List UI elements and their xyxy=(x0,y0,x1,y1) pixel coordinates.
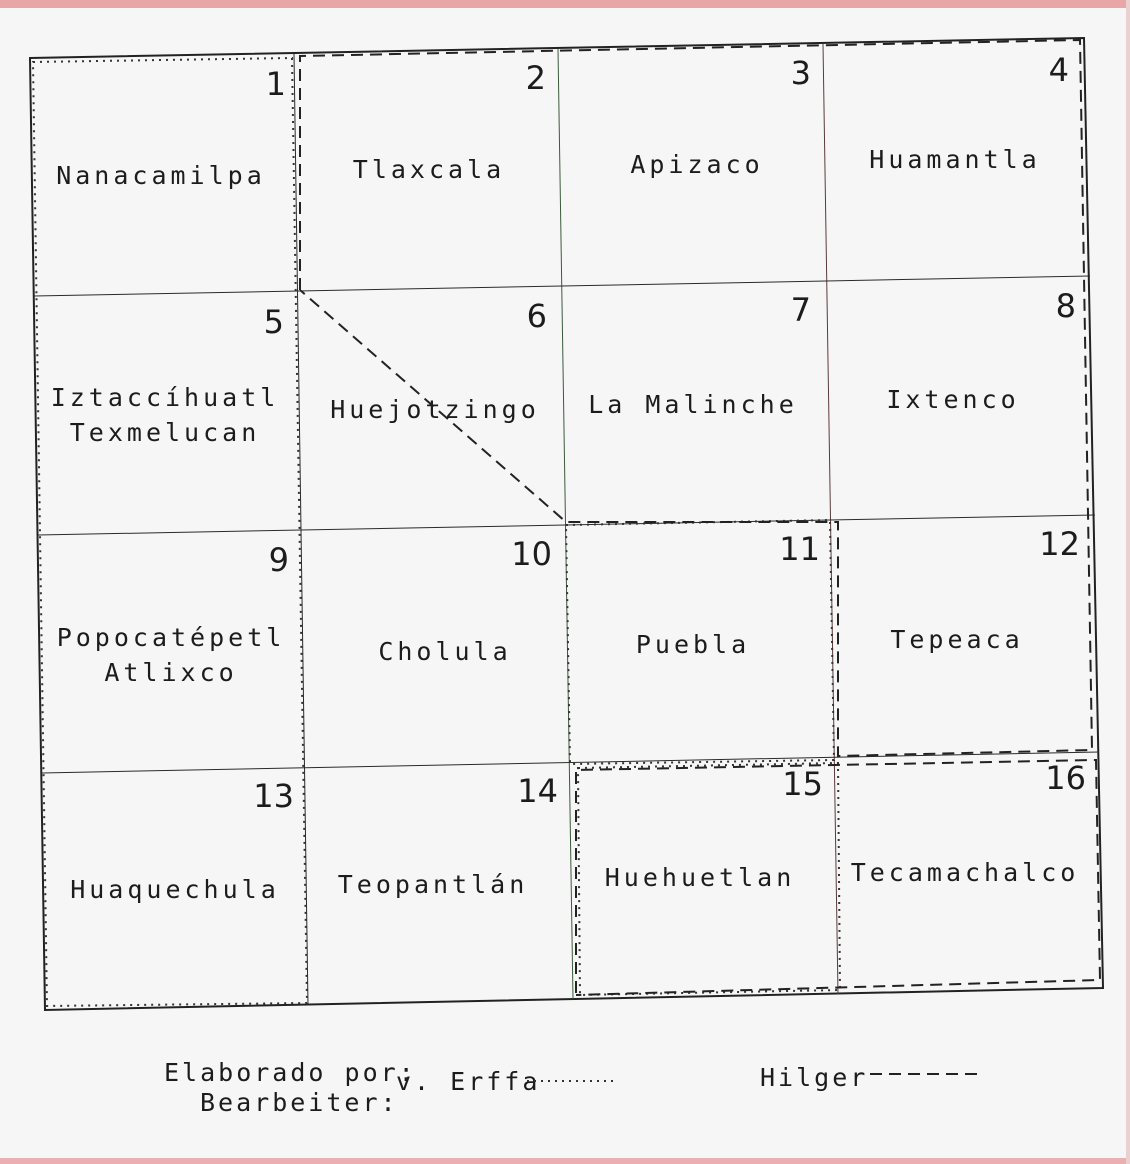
sheet-name-12: Tepeaca xyxy=(890,625,1024,654)
legend-author-hilger: Hilger xyxy=(760,1063,869,1092)
sheet-number-11: 11 xyxy=(779,530,820,568)
sheet-name-5: Iztaccíhuatl Texmelucan xyxy=(50,383,280,447)
legend-label-de: Bearbeiter: xyxy=(200,1088,399,1117)
legend-author-v-erffa: v. Erffa xyxy=(396,1067,541,1096)
sheet-name-6: Huejotzingo xyxy=(330,395,540,424)
sheet-name-11: Puebla xyxy=(635,630,751,659)
sheet-number-3: 3 xyxy=(790,54,811,92)
sheet-name-7: La Malinche xyxy=(588,390,798,419)
sheet-number-2: 2 xyxy=(525,59,546,97)
sheet-number-8: 8 xyxy=(1055,287,1076,325)
sheet-number-5: 5 xyxy=(263,303,284,341)
sheet-name-14: Teopantlán xyxy=(337,870,529,899)
legend-dotted-line-icon xyxy=(525,1076,620,1086)
sheet-number-6: 6 xyxy=(526,297,547,335)
boundary-v-erffa-west xyxy=(33,58,307,1006)
grid-line-v2 xyxy=(558,49,573,999)
sheet-number-4: 4 xyxy=(1048,51,1069,89)
sheet-name-1: Nanacamilpa xyxy=(56,161,266,190)
sheet-name-8: Ixtenco xyxy=(886,385,1020,414)
grid-line-v3 xyxy=(823,44,838,994)
sheet-number-10: 10 xyxy=(511,535,552,573)
sheet-number-16: 16 xyxy=(1045,759,1086,797)
sheet-name-10: Cholula xyxy=(378,637,512,666)
legend-label-es: Elaborado por: xyxy=(164,1058,417,1087)
sheet-name-3: Apizaco xyxy=(630,150,764,179)
sheet-name-9: Popocatépetl Atlixco xyxy=(56,623,286,687)
sheet-name-4: Huamantla xyxy=(869,145,1041,174)
sheet-name-13: Huaquechula xyxy=(70,875,280,904)
sheet-number-15: 15 xyxy=(782,765,823,803)
sheet-name-2: Tlaxcala xyxy=(352,155,506,184)
sheet-name-16: Tecamachalco xyxy=(850,858,1080,887)
sheet-number-12: 12 xyxy=(1039,525,1080,563)
sheet-number-14: 14 xyxy=(517,772,558,810)
grid-line-h3 xyxy=(42,752,1099,773)
sheet-number-7: 7 xyxy=(790,291,811,329)
sheet-number-1: 1 xyxy=(265,65,286,103)
legend-dashed-line-icon xyxy=(868,1069,983,1079)
sheet-number-13: 13 xyxy=(253,777,294,815)
sheet-number-9: 9 xyxy=(268,541,289,579)
sheet-name-15: Huehuetlan xyxy=(604,863,796,892)
